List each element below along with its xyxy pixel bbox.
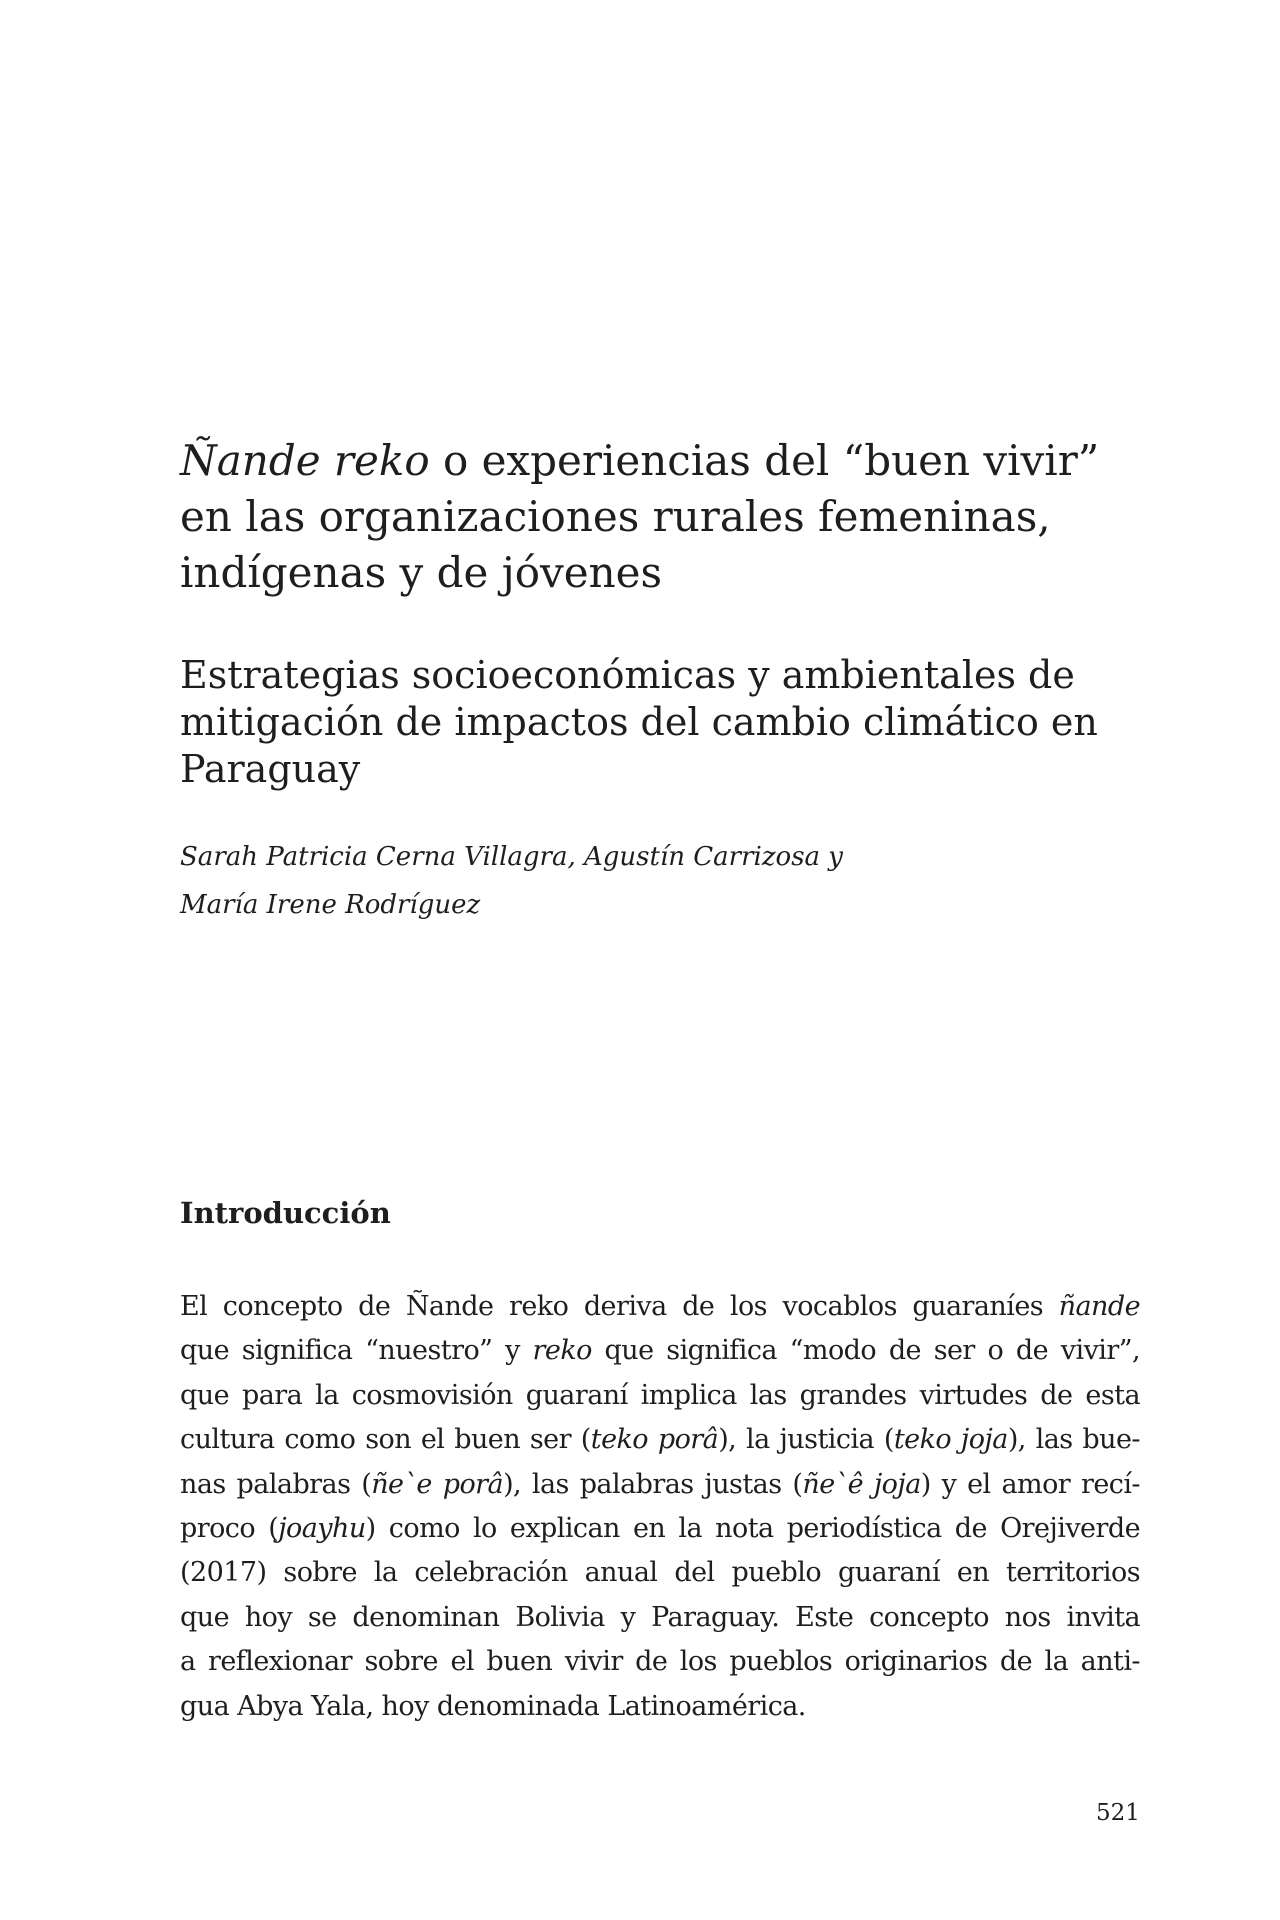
italic-term: teko joja: [893, 1424, 1008, 1456]
title-text: o experiencias del “buen vivir”: [429, 436, 1100, 485]
body-text-span: gua Abya Yala, hoy denominada Latinoamérica.: [180, 1690, 806, 1722]
body-text-span: que significa “modo de ser o de vivir”,: [591, 1335, 1140, 1367]
body-line: [180, 1640, 1140, 1684]
title-line: [180, 433, 1160, 489]
body-text-span: El concepto de Ñande reko deriva de los vocablos guaraníes: [180, 1291, 1059, 1322]
subtitle-line: Paraguay: [180, 747, 361, 791]
italic-term: reko: [532, 1335, 592, 1367]
body-line: [180, 1685, 1140, 1729]
body-text-span: ) y el amor recí-: [920, 1468, 1140, 1500]
italic-term: joayhu: [278, 1513, 366, 1545]
title-line: indígenas y de jóvenes: [180, 548, 663, 597]
chapter-subtitle: [180, 652, 1160, 793]
body-text-span: ), las bue-: [1007, 1424, 1140, 1456]
body-line: [180, 1463, 1140, 1507]
body-text-span: ), la justicia (: [718, 1424, 894, 1456]
chapter-title: [180, 433, 1160, 601]
italic-term: ñande: [1058, 1291, 1140, 1322]
subtitle-line: mitigación de impactos del cambio climático en: [180, 700, 1098, 744]
body-line: [180, 1285, 1140, 1329]
body-line: [180, 1329, 1140, 1373]
body-line: [180, 1507, 1140, 1551]
body-text-span: que significa “nuestro” y: [180, 1335, 533, 1367]
body-text-span: ), las palabras justas (: [503, 1468, 803, 1500]
italic-term: teko porâ: [590, 1424, 719, 1456]
body-text-span: proco (: [180, 1513, 279, 1545]
body-text-span: nas palabras (: [180, 1468, 372, 1500]
title-line: en las organizaciones rurales femeninas,: [180, 492, 1051, 541]
body-line: [180, 1596, 1140, 1640]
italic-term: ñe`e porâ: [371, 1468, 504, 1500]
authors: [180, 833, 1160, 929]
body-paragraph: [180, 1285, 1140, 1729]
body-text-span: que para la cosmovisión guaraní implica las grandes virtudes de esta: [180, 1379, 1140, 1411]
page-number: 521: [1096, 1800, 1140, 1826]
body-text-span: cultura como son el buen ser (: [180, 1424, 591, 1456]
body-text-span: ) como lo explican en la nota periodística de Orejiverde: [365, 1513, 1140, 1545]
author-line: Sarah Patricia Cerna Villagra, Agustín Carrizosa y: [180, 842, 843, 872]
italic-term: ñe`ê joja: [802, 1468, 921, 1500]
title-italic-term: Ñande reko: [180, 436, 430, 485]
body-text-span: a reflexionar sobre el buen vivir de los pueblos originarios de la anti-: [180, 1646, 1140, 1678]
body-line: [180, 1551, 1140, 1595]
body-text-span: que hoy se denominan Bolivia y Paraguay. Este concepto nos invita: [180, 1601, 1140, 1633]
author-line: María Irene Rodríguez: [180, 890, 481, 920]
body-line: [180, 1418, 1140, 1462]
body-text-span: (2017) sobre la celebración anual del pueblo guaraní en territorios: [180, 1557, 1140, 1589]
body-line: [180, 1374, 1140, 1418]
section-heading: Introducción: [180, 1196, 391, 1230]
subtitle-line: Estrategias socioeconómicas y ambientales de: [180, 653, 1075, 697]
